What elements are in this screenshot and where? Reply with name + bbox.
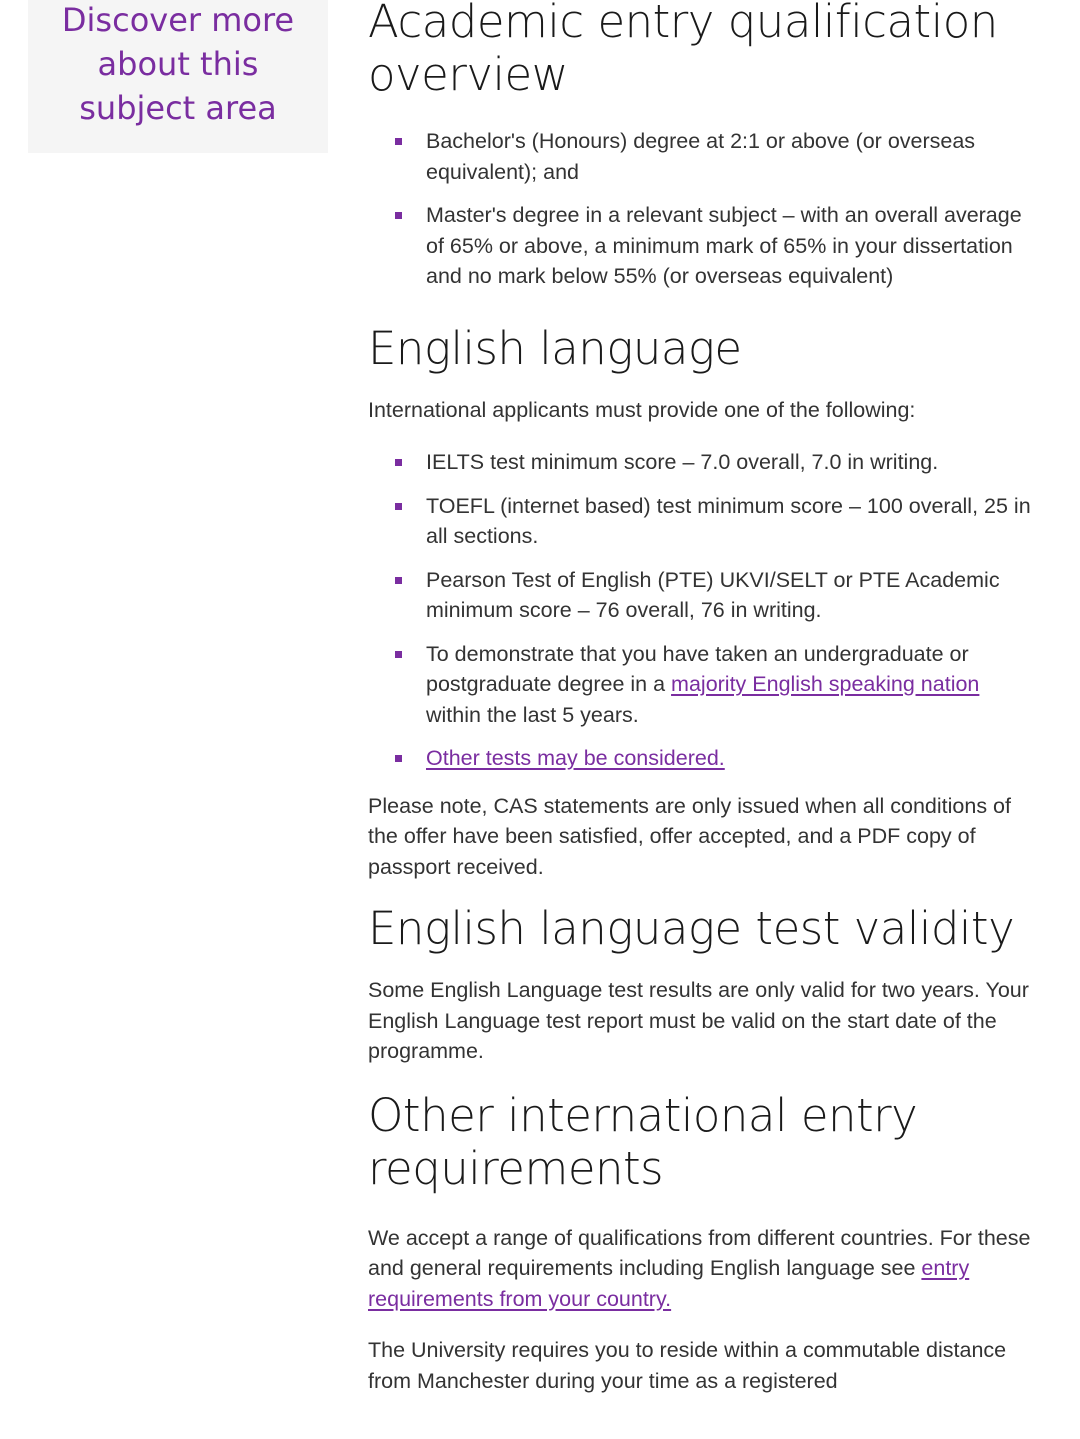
list-item (368, 565, 1036, 626)
english-language-heading: English language (368, 321, 742, 375)
degree-text-after: within the last 5 years. (426, 702, 639, 727)
bullet-icon (395, 138, 402, 145)
sidebar-panel (28, 0, 328, 153)
bullet-icon (395, 503, 402, 510)
bullet-icon (395, 755, 402, 762)
list-item-text: Bachelor's (Honours) degree at 2:1 or above (or overseas equivalent); and (426, 129, 976, 184)
pte-requirement: Pearson Test of English (PTE) UKVI/SELT or PTE Academic minimum score – 76 overall, 76 in writing. (426, 567, 1000, 622)
list-item (368, 200, 1036, 292)
english-intro-text: International applicants must provide one of the following: (368, 397, 916, 422)
cas-note-text: Please note, CAS statements are only issued when all conditions of the offer have been satisfied, offer accepted, and a PDF copy of passport received. (368, 793, 1011, 879)
toefl-requirement: TOEFL (internet based) test minimum score – 100 overall, 25 in all sections. (426, 493, 1031, 548)
bullet-icon (395, 459, 402, 466)
residence-text: The University requires you to reside within a commutable distance from Manchester during your time as a registered (368, 1338, 1007, 1393)
majority-english-nation-link[interactable]: majority English speaking nation (671, 672, 980, 696)
list-item (368, 743, 1036, 774)
list-item (368, 491, 1036, 552)
other-international-text (368, 1223, 1036, 1315)
other-tests-link[interactable]: Other tests may be considered. (426, 746, 725, 770)
bullet-icon (395, 577, 402, 584)
main-content (368, 0, 1036, 1396)
academic-list (368, 126, 1036, 292)
bullet-icon (395, 651, 402, 658)
other-international-heading: Other international entry requirements (368, 1088, 918, 1195)
english-test-list (368, 447, 1036, 774)
list-item-text: Master's degree in a relevant subject – with an overall average of 65% or above, a minimum mark of 65% in your dissertation and no mark below 55% (or overseas equivalent) (426, 203, 1022, 288)
degree-text-before: To demonstrate that you have taken an undergraduate or postgraduate degree in a (426, 641, 969, 696)
ielts-requirement: IELTS test minimum score – 7.0 overall, 7.0 in writing. (426, 450, 939, 474)
list-item (368, 639, 1036, 731)
list-item (368, 126, 1036, 187)
test-validity-heading: English language test validity (368, 902, 1015, 955)
discover-more-link[interactable]: Discover more about this subject area (61, 1, 295, 127)
country-entry-requirements-link[interactable]: entry requirements from your country. (368, 1256, 970, 1311)
bullet-icon (395, 212, 402, 219)
other-international-text-before: We accept a range of qualifications from different countries. For these and general requirements including English language see (368, 1225, 1031, 1280)
academic-heading: Academic entry qualification overview (368, 0, 998, 101)
test-validity-text: Some English Language test results are only valid for two years. Your English Language test report must be valid on the start date of the programme. (368, 978, 1029, 1063)
list-item (368, 447, 1036, 478)
